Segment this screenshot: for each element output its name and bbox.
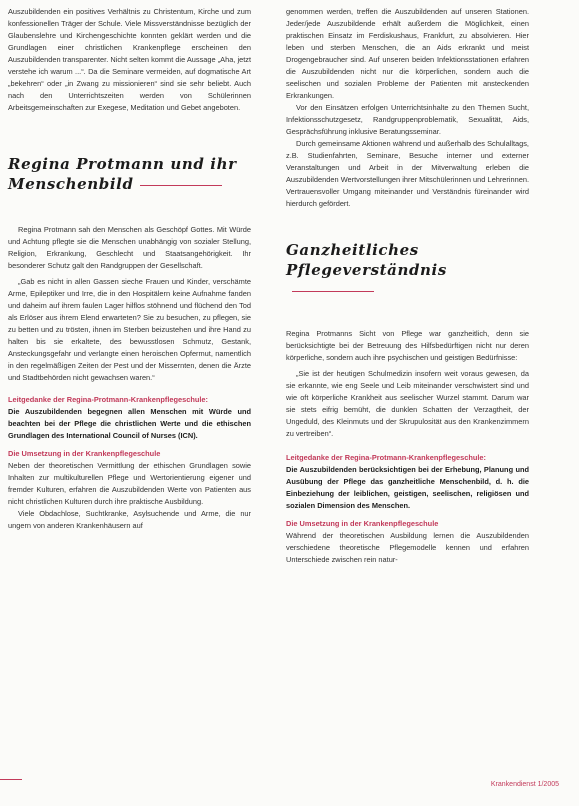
paragraph: Neben der theoretischen Vermittlung der ethischen Grundlagen sowie Inhalten zur multikulturellen Pflege und Wertorientierung eigener und fremder Kulturen, erfahren die Auszubildenden Werte von Patienten aus nicht christlichen Kulturen durch ihre praktische Ausbildung. (8, 461, 251, 506)
paragraph: genommen werden, treffen die Auszubildenden auf unseren Stationen. Jeder/jede Auszubildende erhält außerdem die Möglichkeit, einen praktischen Einsatz im Ferdiskushaus, Frankfurt, zu absolvieren. Hier leben und sterben Menschen, die an Aids erkrankt und meist Drogengebraucher sind. Auf unseren beiden Infektionsstationen erfahren die Auszubildenden nicht nur die körperlichen, sondern auch die seelischen und sozialen Probleme der Patienten mit ansteckenden Erkrankungen. (286, 7, 529, 100)
heading-rule (292, 291, 374, 292)
paragraph: Durch gemeinsame Aktionen während und außerhalb des Schulalltags, z.B. Studienfahrten, Seminare, Besuche interner und externer Veranstaltungen und Arbeit in der Mitverwaltung erleben die Auszubildenden Wertvorstellungen ihrer Mitschülerinnen und Lehrerinnen. Vertrauensvoller Umgang miteinander und Verständnis füreinander wird hierdurch gefördert. (286, 139, 529, 208)
block-title: Die Umsetzung in der Krankenpflegeschule (8, 449, 161, 458)
paragraph: Während der theoretischen Ausbildung lernen die Auszubildenden verschiedene theoretische Pflegemodelle kennen und erfahren Unterschiede zwischen rein natur- (286, 531, 529, 564)
block-title: Leitgedanke der Regina-Protmann-Krankenpflegeschule: (286, 453, 486, 462)
paragraph: Regina Protmanns Sicht von Pflege war ganzheitlich, denn sie berücksichtigte bei der Betreuung des Hilfsbedürftigen nicht nur deren körperliche, sondern auch ihre psychischen und geistigen Bedürfnisse: (286, 329, 529, 362)
heading-rule (140, 185, 222, 186)
quote: „Sie ist der heutigen Schulmedizin insofern weit voraus gewesen, da sie erkannte, wie eng Seele und Leib miteinander verschwistert sind und wie oft körperliche Krankheit aus seelischer Wurzel stammt. Darum war sie stets eifrig bemüht, die dunklen Schatten der Verzagtheit, der Ungeduld, des Kleinmuts und der Skrupulosität aus den Krankenzimmern zu vertreiben“. (286, 369, 529, 438)
heading-text: Regina Protmann und ihr Menschenbild (8, 155, 237, 193)
left-column (8, 6, 251, 532)
intro-paragraph: Auszubildenden ein positives Verhältnis zu Christentum, Kirche und zum konfessionellen Träger der Schule. Viele Missverständnisse bezüglich der Glaubenslehre und Kirchengeschichte konnten geklärt werden und die Grundlagen einer christlichen Krankenpflege erscheinen den Auszubildenden transparenter. Nicht selten kommt die Aussage „Aha, jetzt verstehe ich warum ...“. Da die Seminare vermeiden, auf dogmatische Art „bekehren“ oder „in Zwang zu missionieren“ sind sie sehr beliebt. Auch nach den Unterrichtszeiten werden von Schülerinnen Arbeitsgemeinschaften zur Exegese, Meditation und Gebet angeboten. (8, 7, 251, 112)
paragraph: Viele Obdachlose, Suchtkranke, Asylsuchende und Arme, die nur ungern von anderen Krankenhäusern auf (8, 509, 251, 530)
right-column (286, 6, 529, 566)
block-title: Die Umsetzung in der Krankenpflegeschule (286, 519, 439, 528)
footer-rule (0, 779, 22, 780)
footer-publication: Krankendienst 1/2005 (490, 781, 559, 788)
block-statement: Die Auszubildenden berücksichtigen bei der Erhebung, Planung und Ausübung der Pflege das ganzheitliche Menschenbild, d. h. die Einbeziehung der leiblichen, geistigen, seelischen, religiösen und sozialen Dimension des Menschen. (286, 465, 529, 510)
section-heading-menschenbild (8, 154, 251, 194)
section-heading-pflegeverstaendnis (286, 240, 529, 300)
block-statement: Die Auszubildenden begegnen allen Menschen mit Würde und beachten bei der Pflege die christlichen Werte und die ethischen Grundlagen des International Council of Nurses (ICN). (8, 407, 251, 440)
quote: „Gab es nicht in allen Gassen sieche Frauen und Kinder, verschämte Arme, Epileptiker und Irre, die in den Hospitälern keine Aufnahme fanden und daheim auf ihrem faulen Lager hilflos stöhnend und flüchend den Tod als Erlöser aus ihrem Elend erwarteten? Sie zu besuchen, zu pflegen, sie zu betten und zu trösten, ihnen im Sterben beizustehen und ihre Hand zu halten bis sie erkaltete, des bewusstlosen Schmutz, Gestank, Ansteckungsgefahr und verlangte einen heroischen Opfermut, namentlich in den regelmäßigen Zeiten der Pest und der Missernten, denen die Ärzte und Stadtbehörden nicht gewachsen waren.“ (8, 277, 251, 382)
block-title: Leitgedanke der Regina-Protmann-Krankenpflegeschule: (8, 395, 208, 404)
paragraph: Vor den Einsätzen erfolgen Unterrichtsinhalte zu den Themen Sucht, Infektionsschutzgesetz, Randgruppenproblematik, Sexualität, Aids, Gesprächsführung inklusive Beratungsseminar. (286, 103, 529, 136)
heading-text: Ganzheitliches Pflegeverständnis (286, 241, 447, 279)
paragraph: Regina Protmann sah den Menschen als Geschöpf Gottes. Mit Würde und Achtung pflegte sie die Menschen unabhängig von sozialer Stellung, Religion, Erkrankung, Geschlecht und Staatsangehörigkeit. Ihr besonderer Schutz galt den Randgruppen der Gesellschaft. (8, 225, 251, 270)
